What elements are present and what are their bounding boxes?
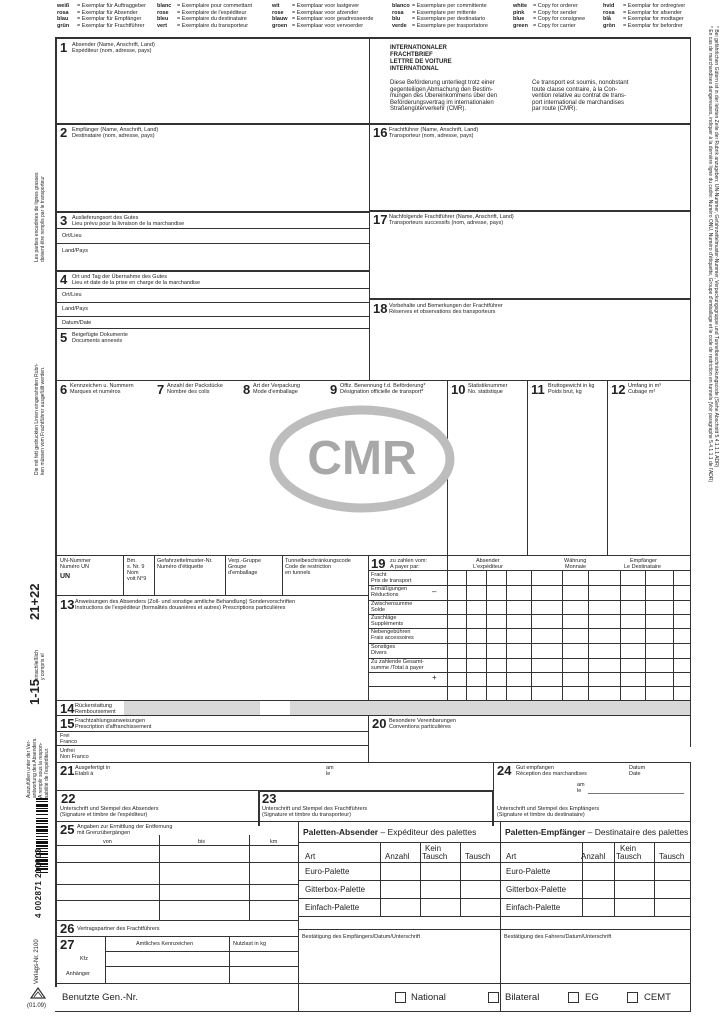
payer-consignee-de: Empfänger [630,558,657,564]
remboursement-shade-2 [290,701,690,715]
title-line-2: FRACHTBRIEF [390,52,433,58]
dg-pack-2: Groupe [228,564,247,570]
goods-col-11-number: 11 [531,382,545,397]
field-24-datum: Datum [629,765,646,771]
field-21-number: 21 [60,763,75,778]
pallets-sender-title: Paletten-Absender [303,827,379,837]
field-2-number: 2 [60,125,68,140]
dg-tunnel-3: en tunnels [285,570,311,576]
copy-color-7: vert [157,22,168,29]
pal-e-count-header: Anzahl [581,852,606,861]
pallets-receiver-title: Paletten-Empfänger [505,827,586,837]
field-21-am: am [326,765,334,771]
copy-color-17: pink [513,9,525,16]
copy-desc-9: = Exemplaar voor afzender [292,9,359,16]
charge-row-5-de: Sonstiges [371,644,396,650]
field-3-country-label: Land/Pays [62,248,88,254]
pal-e-noexchange-2: Tausch [616,852,642,861]
field-13-number: 13 [60,597,75,612]
pal-e-confirmation: Bestätigung des Fahrers/Datum/Unterschrift [504,934,612,940]
charge-row-1-fr: Réductions [371,592,399,598]
pal-a-art-header: Art [305,852,316,861]
copy-color-4: blanc [157,3,172,9]
dg-un-prefix: UN [60,573,71,580]
field-16-number: 16 [373,125,388,140]
charges-minus: – [432,587,437,596]
goods-col-12-fr: Cubage m³ [628,389,656,395]
pal-a-row-1: Gitterbox-Palette [305,885,366,894]
field-14-label-fr: Remboursement [75,709,116,715]
intro-de-line-3: Beförderungsvertrag im internationalen [390,99,494,106]
pal-a-confirmation-input[interactable] [301,942,497,981]
charge-row-3-de: Zuschläge [371,615,397,621]
copy-color-2: blau [57,16,69,23]
pal-a-row-2: Einfach-Palette [305,903,360,912]
intro-de-line-1: gegenteiligen Abmachung den Bestim- [390,86,493,93]
side-note-de-2: ken müssen vom Frachtführer ausgefüllt werden. [40,366,46,475]
side-resp-3: A remplir sous la respon- [38,742,44,798]
title-line-4: INTERNATIONAL [390,66,439,72]
successive-carriers-input[interactable] [372,228,687,296]
right-note [707,26,719,482]
charge-row-2-fr: Solde [371,607,386,613]
field-4-date-label: Datum/Date [62,320,92,326]
non-franco-input[interactable] [90,746,366,760]
side-including-de: einschließlich [34,649,40,680]
field-3-number: 3 [60,213,68,228]
distance-to-header: bis [198,839,206,845]
pal-e-noexchange-1: Kein [620,844,637,853]
intro-de-line-4: Straßengüterverkehr (CMR). [390,106,467,113]
charge-row-5-fr: Divers [371,650,387,656]
goods-col-8-number: 8 [243,382,251,397]
takeover-date-input[interactable] [90,317,366,327]
eg-label: EG [585,992,599,1003]
pal-e-table-input[interactable] [583,864,688,914]
copy-color-8: wit [272,3,280,9]
bilateral-label: Bilateral [505,992,540,1003]
consignee-signature-input[interactable] [496,796,686,806]
field-24-sig-de: Unterschrift und Stempel des Empfängers [497,806,600,812]
copy-color-18: blue [513,16,525,23]
dg-bm-1: Bm. [127,558,137,564]
field-24-am: am [577,782,585,788]
charges-plus: + [432,673,437,682]
issued-on-input[interactable] [340,766,490,786]
copy-desc-12: = Essemplare per committente [412,3,487,9]
field-26-number: 26 [60,921,75,936]
copy-color-12: blanco [392,3,410,9]
payer-sender-de: Absender [476,558,500,564]
field-5-number: 5 [60,330,68,345]
field-21-label-fr: Etabli à [75,771,94,777]
field-20-label-de: Besondere Vereinbarungen [389,718,456,724]
pal-a-exchange-header: Tausch [465,852,491,861]
publisher-logo [30,986,46,998]
dg-tunnel-1: Tunnelbeschränkungscode [285,558,351,564]
copy-desc-17: = Copy for sender [533,9,577,16]
used-permit-label: Benutzte Gen.-Nr. [62,992,139,1003]
dg-bm-3: Nom [127,570,139,576]
copy-desc-13: = Essemplare per mittente [412,9,477,16]
field-24-label-de: Gut empfangen [516,765,554,771]
cmr-logo-text: CMR [307,432,417,485]
intro-fr-line-1: toute clause contraire, à la Con- [532,86,618,93]
field-16-label-fr: Transporteur (nom, adresse, pays) [389,133,474,139]
pal-a-count-header: Anzahl [385,852,410,861]
barcode-number: 4 002871 210003 [34,848,43,918]
copy-color-9: rose [272,9,284,16]
goods-col-6-de: Kennzeichen u. Nummern [70,383,134,389]
side-including-fr: y compris el [40,653,46,680]
dg-tunnel-2: Code de restriction [285,564,332,570]
distance-rows-input[interactable] [58,846,296,918]
field-19-label-de: zu zahlen vom: [390,558,427,564]
sender-input[interactable] [58,56,366,120]
vehicle-plate-input[interactable] [107,953,227,965]
copy-desc-14: = Essemplare per destinatario [412,16,486,23]
copy-desc-2: = Exemplar für Empfänger [77,16,142,23]
copy-color-14: blu [392,16,401,23]
goods-col-12-number: 12 [611,382,626,397]
field-24-le: le [577,788,582,794]
goods-col-6-number: 6 [60,382,68,397]
field-3-label-de: Auslieferungsort des Gutes [72,215,139,221]
field-1-label-de: Absender (Name, Anschrift, Land) [72,42,155,48]
title-line-1: INTERNATIONALER [390,45,447,51]
field-26-label: Vertragspartner des Frachtführers [77,926,160,932]
field-15-label-fr: Prescription d'affranchissement [75,724,152,730]
copy-desc-20: = Exemplar for ordregiver [623,3,686,9]
goods-col-7-de: Anzahl der Packstücke [167,383,223,389]
national-checkbox[interactable] [395,992,406,1003]
right-note-fr: * En cas de marchandises dangereuses, indiquer à la dernière ligne du cadre: Numéro ONU, Numéro d'étiquette, Groupe d'emballage et le code de restriction en tunnels (Voir paragraphe 5.4.1.1.1 de l'ADR) [707,26,713,483]
delivery-country-input[interactable] [90,244,366,269]
copy-color-16: white [513,3,528,9]
dg-un-number-de: UN-Nummer [60,558,91,564]
copy-desc-0: = Exemplar für Auftraggeber [77,3,146,9]
copy-color-6: bleu [157,16,169,23]
sender-instructions-input[interactable] [58,613,366,698]
receipt-date-input[interactable] [588,780,684,793]
field-20-number: 20 [372,716,387,731]
pal-e-row-1: Gitterbox-Palette [506,885,567,894]
field-21-le: le [326,771,331,777]
trailer-plate-input[interactable] [107,968,227,981]
dg-un-number-fr: Numéro UN [60,564,90,570]
copy-desc-1: = Exemplar für Absender [77,9,138,16]
field-18-number: 18 [373,301,388,316]
field-25-number: 25 [60,822,75,837]
dg-label-de: Gefahrzettelmuster-Nr. [157,558,213,564]
copy-desc-23: = Exemplar for befordrer [623,22,683,29]
payer-consignee-fr: Le Destinataire [624,564,661,570]
field-18-label-de: Vorbehalte und Bemerkungen der Frachtführer [389,303,503,309]
copy-color-1: rosa [57,9,69,16]
goods-col-11-de: Bruttogewicht in kg [548,383,595,389]
trailer-label: Anhänger [66,971,90,977]
field-19-label-fr: A payer par: [390,564,420,570]
field-17-number: 17 [373,212,388,227]
side-resp-4: sabilité de l'expéditeur. [44,747,50,798]
goods-col-9-number: 9 [330,382,338,397]
goods-col-6-fr: Marques et numéros [70,389,121,395]
copy-desc-15: = Essemplare per trasportatore [412,22,488,29]
label-21-22: 21+22 [27,583,42,620]
carrier-signature-input[interactable] [280,792,490,806]
goods-col-12-de: Umfang in m³ [628,383,662,389]
publisher-number: Verlags-Nr. 2100 [34,939,40,984]
field-4-place-label: Ort/Lieu [62,292,82,298]
field-15-label-de: Frachtzahlungsanweisungen [75,718,146,724]
special-agreements-input[interactable] [371,731,687,760]
bilateral-checkbox[interactable] [488,992,499,1003]
goods-col-10-number: 10 [451,382,466,397]
non-franco-de: Unfrei [60,748,75,754]
copy-desc-4: = Exemplaire pour commettant [177,3,253,9]
field-15-number: 15 [60,716,75,731]
carrier-reservations-input[interactable] [372,318,687,378]
field-25-label-de2: mit Grenzübergängen [77,830,131,836]
pal-a-table-input[interactable] [381,864,499,914]
pallets-sender-subtitle: – Expéditeur des palettes [378,827,477,837]
pal-e-row-2: Einfach-Palette [506,903,561,912]
field-2-label-fr: Destinataire (nom, adresse, pays) [72,133,155,139]
field-21-label-de: Ausgefertigt in [75,765,111,771]
field-5-label-fr: Documents annexés [72,338,123,344]
field-23-number: 23 [262,791,277,806]
field-3-place-label: Ort/Lieu [62,233,82,239]
goods-col-11-fr: Poids brut, kg [548,389,582,395]
franco-input[interactable] [90,732,366,744]
copy-desc-21: = Exemplar for afsender [623,9,682,16]
franco-fr: Franco [60,739,78,745]
field-23-sig-de: Unterschrift und Stempel des Frachtführers [262,806,368,812]
field-4-number: 4 [60,272,68,287]
field-23-sig-fr: (Signature et timbre du transporteur) [262,812,351,818]
non-franco-fr: Non Franco [60,754,89,760]
charge-row-3-fr: Suppléments [371,621,404,627]
copy-color-21: rosa [603,9,615,16]
copy-desc-5: = Exemplaire de l'expéditeur [177,9,247,16]
copy-desc-10: = Exemplaar voor geadresseerde [292,16,374,23]
charge-row-0-de: Fracht [371,572,387,578]
side-sender-responsibility [26,737,50,798]
field-19-number: 19 [371,556,386,571]
goods-col-7-number: 7 [157,382,165,397]
copy-color-10: blauw [272,16,288,23]
copy-color-19: green [513,22,528,29]
currency-fr: Monnaie [565,564,587,570]
pal-e-exchange-header: Tausch [659,852,685,861]
takeover-country-input[interactable] [90,303,366,315]
copy-color-5: rose [157,9,169,16]
side-note-fr-1: Les parties encadrées de lignes grasses [34,172,40,262]
pal-a-noexchange-2: Tausch [422,852,448,861]
documents-input[interactable] [58,346,366,378]
form-code: (01.09) [27,1003,47,1009]
field-20-label-fr: Conventions particulières [389,724,451,730]
goods-col-7-fr: Nombre des colis [167,389,210,395]
dg-label-fr: Numéro d'étiquette [157,564,204,570]
goods-col-8-de: Art der Verpackung [253,383,301,389]
field-24-date: Date [629,771,641,777]
currency-de: Währung [564,558,587,564]
field-16-label-de: Frachtführer (Name, Anschrift, Land) [389,127,479,133]
copy-color-20: hvid [603,3,615,9]
goods-col-9-fr: Désignation officielle de transport* [340,389,424,395]
side-note-fr-2: doivent être remplis par le transporteur [40,176,46,262]
field-13-label-de: Anweisungen des Absenders (Zoll- und sonstige amtliche Behandlung) Sondervorschriften [75,599,296,605]
field-1-label-fr: Expéditeur (nom, adresse, pays) [72,48,152,54]
field-5-label-de: Beigefügte Dokumente [72,332,128,338]
dg-bm-2: s. Nr. 9 [127,564,145,570]
copy-desc-16: = Copy for orderer [533,3,578,9]
label-1-15: 1-15 [27,678,42,705]
cemt-label: CEMT [644,992,671,1003]
consignee-input[interactable] [58,141,366,209]
field-4-label-de: Ort und Tag der Übernahme des Gutes [72,274,167,280]
intro-fr-line-2: vention relative au contrat de trans- [532,93,627,100]
field-22-sig-fr: (Signature et timbre de l'expéditeur) [60,812,148,818]
vehicle-label: Kfz [80,956,88,962]
takeover-place-input[interactable] [90,289,366,301]
carrier-input[interactable] [372,141,687,208]
field-24-label-fr: Réception des marchandises [516,771,587,777]
charges-amount-input[interactable] [449,572,689,698]
pal-e-confirmation-input[interactable] [503,942,688,981]
dg-pack-3: d'emballage [228,570,258,576]
copy-color-3: grün [57,22,70,29]
copy-color-11: groen [272,22,288,29]
copy-desc-6: = Exemplaire du destinataire [177,16,247,23]
pal-e-row-0: Euro-Palette [506,867,551,876]
field-17-label-fr: Transporteurs successifs (nom, adresse, pays) [389,220,504,226]
intro-fr-line-4: par route (CMR). [532,106,578,113]
plate-header: Amtliches Kennzeichen [136,941,194,947]
field-4-label-fr: Lieu et date de la prise en charge de la marchandise [72,280,201,286]
issued-at-input[interactable] [110,766,310,786]
charge-row-6-de: Zu zahlende Gesamt- [371,659,424,665]
intro-de-line-0: Diese Beförderung unterliegt trotz einer [390,80,495,86]
field-22-number: 22 [61,791,76,806]
field-14-number: 14 [60,701,75,716]
copy-color-22: blå [603,16,611,23]
field-4-country-label: Land/Pays [62,306,88,312]
copy-desc-18: = Copy for consignee [533,16,586,23]
eg-checkbox[interactable] [568,992,579,1003]
intro-fr-line-0: Ce transport est soumis, nonobstant [532,80,629,86]
field-3-label-fr: Lieu prévu pour la livraison de la marchandise [72,221,185,227]
cmr-logo [269,405,455,513]
charge-row-4-de: Nebengebühren [371,629,411,635]
side-including [34,650,46,680]
payload-header: Nutzlast in kg [233,941,267,947]
title-line-3: LETTRE DE VOITURE [390,59,452,65]
copy-desc-3: = Exemplar für Frachtführer [77,22,145,29]
field-25-label-de: Angaben zur Ermittlung der Entfernung [77,824,173,830]
side-note-de-1: Die mit fett gedruckten Linien eingerahmten Rubri- [34,363,40,475]
pal-a-confirmation: Bestätigung des Empfängers/Datum/Unterschrift [302,934,421,940]
field-24-sig-fr: (Signature et timbre du destinataire) [497,812,585,818]
copy-desc-7: = Exemplaire du transporteur [177,22,249,29]
remboursement-shade-1 [124,701,260,715]
side-note-bold-lines-de [34,363,46,475]
right-note-de: * Bei gefährlichen Gütern ist in der letzten Zeile der Rubrik anzugeben: UN-Nummer, Gefahrzettelmuster-Nummer, Verpackungsgruppe und Tunnelbeschränkungscode (Siehe Abschnitt 5.4.1.1.1 ADR) [713,26,719,468]
side-resp-1: Auszufüllen unter der Ver- [26,740,32,798]
sender-signature-input[interactable] [58,792,256,806]
goods-col-10-fr: No. statistique [468,389,503,395]
pal-a-row-0: Euro-Palette [305,867,350,876]
distance-from-header: von [103,839,112,845]
field-14-label-de: Rückerstattung [75,703,112,709]
pal-e-art-header: Art [506,852,517,861]
copy-color-0: weiß [57,3,70,9]
pal-a-noexchange-1: Kein [425,844,442,853]
copy-desc-22: = Exemplar for modtager [623,16,684,23]
goods-col-8-fr: Mode d'emballage [253,389,298,395]
copy-color-13: rosa [392,9,404,16]
charge-row-0-fr: Prix de transport [371,578,412,584]
side-note-bold-lines [34,173,46,263]
charge-row-4-fr: Frais accessoires [371,635,414,641]
cemt-checkbox[interactable] [627,992,638,1003]
field-13-label-fr: Instructions de l'expéditeur (formalités douanières et autres) Prescriptions particulières [75,605,286,611]
field-1-number: 1 [60,40,68,55]
national-label: National [411,992,446,1003]
copy-desc-19: = Copy for carrier [533,22,576,29]
distance-km-header: km [270,839,278,845]
charge-row-6-fr: summe /Total à payer [371,665,424,671]
pallets-receiver-subtitle: – Destinataire des palettes [585,827,689,837]
dg-pack-1: Verp.-Gruppe [228,558,262,564]
field-18-label-fr: Réserves et observations des transporteurs [389,309,496,315]
copy-desc-8: = Exemplaar voor lastgever [292,3,360,9]
delivery-place-input[interactable] [90,229,366,242]
franco-de: Frei [60,733,70,739]
goods-col-9-de: Offiz. Benennung f.d. Beförderung* [340,383,426,389]
field-27-number: 27 [60,937,75,952]
field-22-sig-de: Unterschrift und Stempel des Absenders [60,806,159,812]
field-24-number: 24 [497,763,512,778]
payer-sender-fr: L'expéditeur [473,564,503,570]
side-resp-2: antwortung des Absenders. [32,737,38,798]
charge-row-2-de: Zwischensumme [371,601,413,607]
intro-de-line-2: mungen des Übereinkommens über den [390,93,498,100]
goods-col-10-de: Statistiknummer [468,383,508,389]
copy-color-15: verde [392,22,407,29]
field-24-date-line [588,793,684,794]
copy-color-23: grön [603,22,616,29]
dg-bm-4: voit N°9 [127,576,147,582]
field-17-label-de: Nachfolgende Frachtführer (Name, Anschrift, Land) [389,214,514,220]
copy-desc-11: = Exemplaar voor vervoerder [292,22,364,29]
charge-row-1-de: Ermäßigungen [371,586,408,592]
field-2-label-de: Empfänger (Name, Anschrift, Land) [72,127,159,133]
intro-fr-line-3: port international de marchandises [532,99,625,106]
